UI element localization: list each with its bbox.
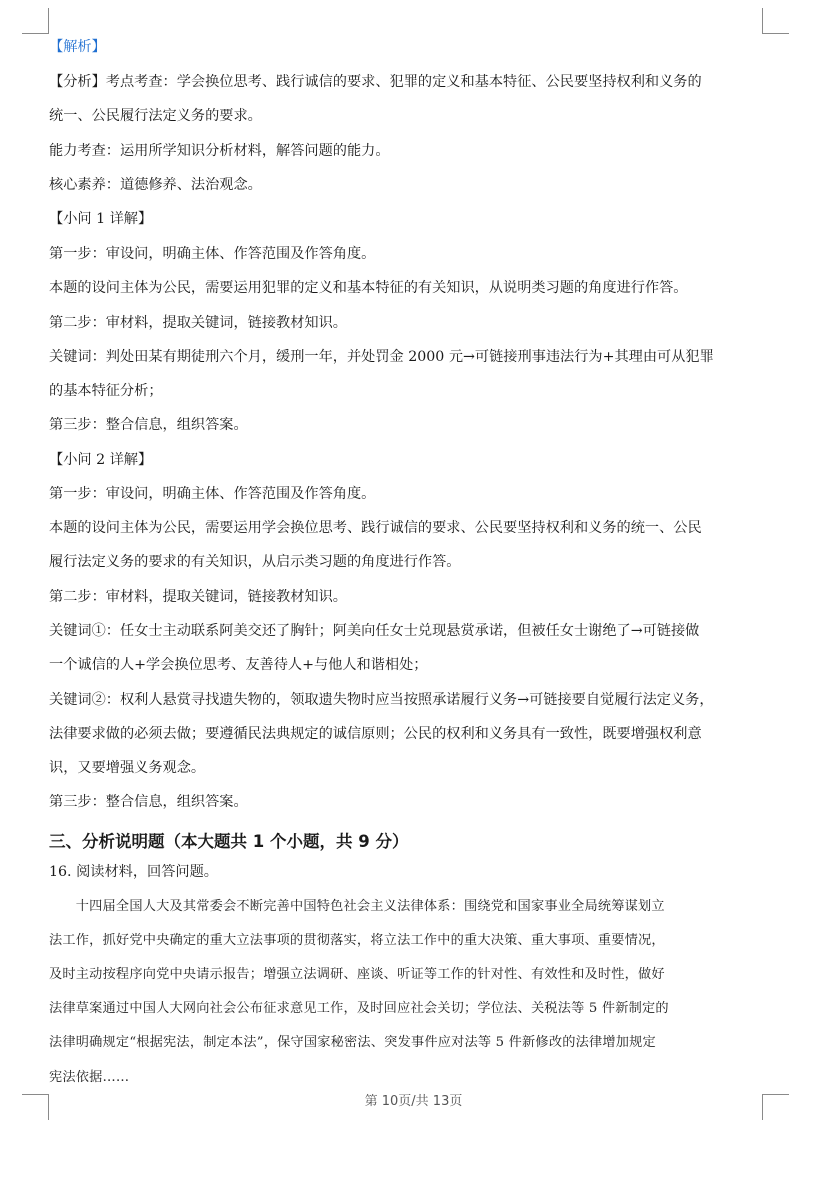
passage-line: 法工作，抓好党中央确定的重大立法事项的贯彻落实，将立法工作中的重大决策、重大事项、重要情况，: [49, 933, 665, 948]
crop-mark-top-left-h: [22, 33, 49, 34]
q2-desc-line-2: 履行法定义务的要求的有关知识，从启示类习题的角度进行作答。: [49, 554, 461, 570]
q2-keyword2-line-1: 关键词②：权利人悬赏寻找遗失物的，领取遗失物时应当按照承诺履行义务→可链接要自觉履行法定义务，: [49, 692, 714, 708]
q1-desc: 本题的设问主体为公民，需要运用犯罪的定义和基本特征的有关知识，从说明类习题的角度进行作答。: [49, 280, 688, 296]
q2-desc-line-1: 本题的设问主体为公民，需要运用学会换位思考、践行诚信的要求、公民要坚持权利和义务的统一、公民: [49, 520, 702, 536]
section-3-title: 三、分析说明题（本大题共 1 个小题，共 9 分）: [49, 832, 409, 851]
analysis-line-2: 统一、公民履行法定义务的要求。: [49, 108, 262, 124]
q1-keyword-line-2: 的基本特征分析；: [49, 383, 163, 399]
passage-line: 及时主动按程序向党中央请示报告；增强立法调研、座谈、听证等工作的针对性、有效性和及时性，做好: [49, 967, 665, 982]
page-number-footer: 第 10页/共 13页: [364, 1094, 463, 1109]
q2-step2: 第二步：审材料，提取关键词，链接教材知识。: [49, 589, 347, 605]
passage-line: 宪法依据……: [49, 1070, 130, 1085]
passage-line: 十四届全国人大及其常委会不断完善中国特色社会主义法律体系：围绕党和国家事业全局统筹谋划立: [49, 899, 665, 914]
analysis-line-1: 【分析】考点考查：学会换位思考、践行诚信的要求、犯罪的定义和基本特征、公民要坚持权利和义务的: [49, 74, 702, 90]
q1-keyword-line-1: 关键词：判处田某有期徒刑六个月，缓刑一年，并处罚金 2000 元→可链接刑事违法行为+其理由可从犯罪: [49, 349, 714, 365]
q1-step1: 第一步：审设问，明确主体、作答范围及作答角度。: [49, 246, 376, 262]
q1-title: 【小问 1 详解】: [49, 211, 153, 227]
analysis-header-tag: 【解析】: [49, 39, 106, 55]
q2-step3: 第三步：整合信息，组织答案。: [49, 794, 248, 810]
q1-step2: 第二步：审材料，提取关键词，链接教材知识。: [49, 315, 347, 331]
q2-keyword1-line-1: 关键词①：任女士主动联系阿美交还了胸针；阿美向任女士兑现悬赏承诺，但被任女士谢绝了→可链接做: [49, 623, 700, 639]
literacy-line: 核心素养：道德修养、法治观念。: [49, 177, 262, 193]
ability-line: 能力考查：运用所学知识分析材料，解答问题的能力。: [49, 143, 390, 159]
passage-line: 法律明确规定“根据宪法，制定本法”，保守国家秘密法、突发事件应对法等 5 件新修改的法律增加规定: [49, 1035, 656, 1050]
question-16-prompt: 16. 阅读材料，回答问题。: [49, 864, 218, 880]
crop-mark-top-right-h: [762, 33, 789, 34]
q2-keyword2-line-3: 识，又要增强义务观念。: [49, 760, 206, 776]
q2-keyword2-line-2: 法律要求做的必须去做；要遵循民法典规定的诚信原则；公民的权利和义务具有一致性，既要增强权利意: [49, 726, 702, 742]
q1-step3: 第三步：整合信息，组织答案。: [49, 417, 248, 433]
q2-title: 【小问 2 详解】: [49, 452, 153, 468]
q2-step1: 第一步：审设问，明确主体、作答范围及作答角度。: [49, 486, 376, 502]
crop-mark-top-left-v: [48, 8, 49, 34]
passage-line: 法律草案通过中国人大网向社会公布征求意见工作，及时回应社会关切；学位法、关税法等 5 件新制定的: [49, 1001, 669, 1016]
crop-mark-top-right-v: [762, 8, 763, 34]
q2-keyword1-line-2: 一个诚信的人+学会换位思考、友善待人+与他人和谐相处；: [49, 657, 428, 673]
